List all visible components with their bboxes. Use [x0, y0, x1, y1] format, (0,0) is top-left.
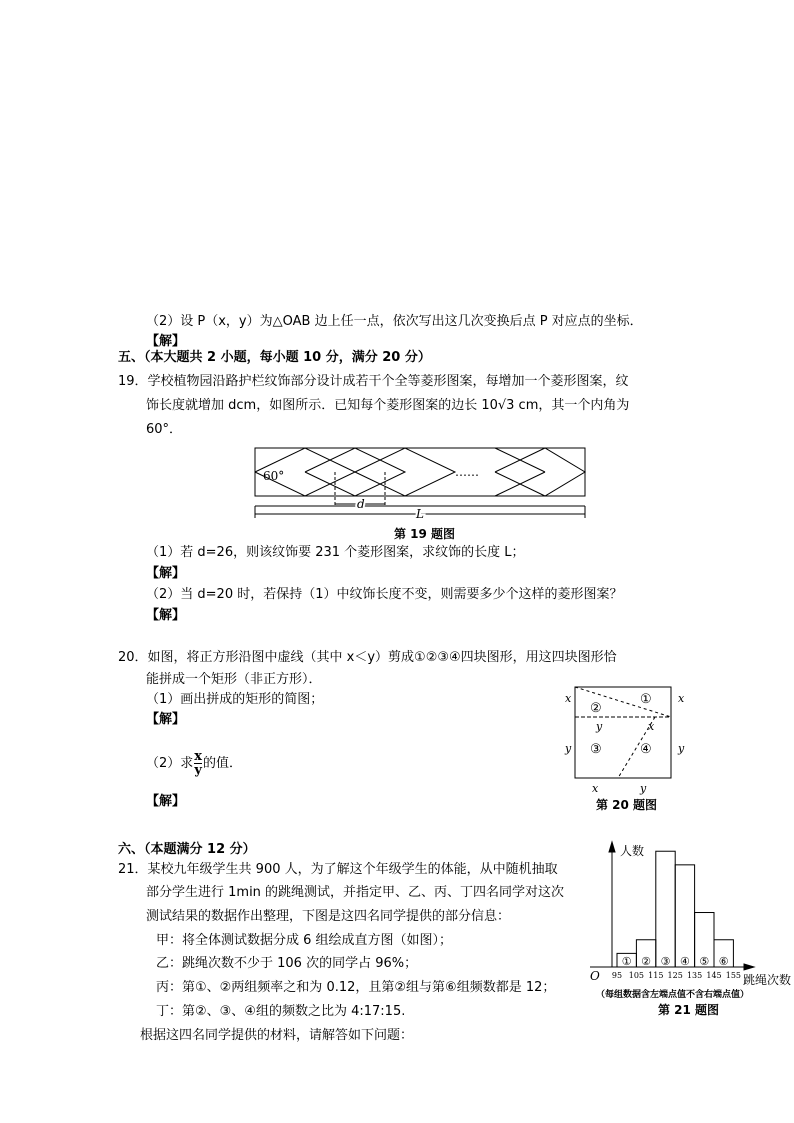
ellipsis-label: ……: [455, 465, 479, 479]
bar-group-label: ①: [621, 955, 632, 968]
origin-label: O: [590, 969, 600, 983]
figure-19-caption: 第 19 题图: [394, 527, 456, 541]
answer-label: 【解】: [146, 566, 186, 581]
bar-group-label: ④: [679, 955, 690, 968]
side-label-x: x: [592, 782, 599, 795]
fraction-denominator: y: [194, 763, 202, 778]
piece-4-label: ④: [640, 742, 652, 757]
answer-label: 【解】: [146, 334, 186, 349]
piece-2-label: ②: [590, 701, 602, 716]
side-label-y: y: [565, 742, 572, 755]
q21-line3: 测试结果的数据作出整理，下图是这四名同学提供的部分信息：: [146, 909, 511, 924]
histogram-bar: [675, 865, 694, 967]
side-label-y: y: [640, 782, 647, 795]
x-tick-label: 115: [648, 971, 664, 980]
q21-yi: 乙：跳绳次数不少于 106 次的同学占 96%；: [156, 956, 418, 971]
q19-line2: 饰长度就增加 dcm，如图所示．已知每个菱形图案的边长 10√3 cm，其一个内角为: [146, 398, 630, 413]
bar-group-label: ③: [660, 955, 671, 968]
x-tick-label: 155: [725, 971, 742, 980]
side-label-x: x: [678, 692, 685, 705]
q19-part1: （1）若 d=26，则该纹饰要 231 个菱形图案，求纹饰的长度 L；: [146, 545, 525, 560]
q21-closing: 根据这四名同学提供的材料，请解答如下问题：: [140, 1028, 414, 1043]
x-tick-label: 145: [706, 971, 722, 980]
answer-label: 【解】: [146, 608, 186, 623]
x-tick-label: 95: [611, 971, 623, 980]
bar-group-label: ⑤: [699, 955, 710, 968]
q19-line1: 19．学校植物园沿路护栏纹饰部分设计成若干个全等菱形图案，每增加一个菱形图案，纹: [118, 374, 629, 389]
q20-line1: 20．如图，将正方形沿图中虚线（其中 x＜y）剪成①②③④四块图形，用这四块图形恰: [118, 650, 617, 665]
section5-heading: 五、（本大题共 2 小题，每小题 10 分，满分 20 分）: [118, 350, 431, 365]
x-tick-label: 105: [628, 971, 645, 980]
q21-line1: 21．某校九年级学生共 900 人，为了解这个年级学生的体能，从中随机抽取: [118, 862, 558, 877]
d-label: d: [357, 497, 365, 511]
y-axis-label: 人数: [620, 844, 645, 858]
q21-line2: 部分学生进行 1min 的跳绳测试，并指定甲、乙、丙、丁四名同学对这次: [146, 885, 565, 900]
bar-group-label: ②: [641, 955, 652, 968]
q21-ding: 丁：第②、③、④组的频数之比为 4:17:15.: [156, 1004, 406, 1019]
x-axis-label: 跳绳次数: [743, 973, 792, 987]
histogram-bar: [656, 851, 675, 967]
q18-part2: （2）设 P（x，y）为△OAB 边上任一点，依次写出这几次变换后点 P 对应点的坐标．: [146, 314, 643, 329]
q20-line2: 能拼成一个矩形（非正方形）．: [146, 672, 322, 687]
q19-part2: （2）当 d=20 时，若保持（1）中纹饰长度不变，则需要多少个这样的菱形图案？: [146, 587, 623, 602]
piece-3-label: ③: [590, 742, 602, 757]
figure-20-caption: 第 20 题图: [596, 798, 658, 812]
answer-label: 【解】: [146, 794, 186, 809]
x-tick-label: 135: [686, 971, 703, 980]
section6-heading: 六、（本题满分 12 分）: [118, 842, 256, 857]
side-label-x: x: [648, 720, 655, 733]
answer-label: 【解】: [146, 712, 186, 727]
q19-line3: 60°．: [146, 422, 183, 437]
side-label-y: y: [596, 720, 603, 733]
L-label: L: [416, 507, 424, 521]
histogram-note: （每组数据含左端点值不含右端点值）: [596, 990, 750, 1000]
q21-jia: 甲：将全体测试数据分成 6 组绘成直方图（如图）；: [156, 933, 453, 948]
bar-group-label: ⑥: [718, 955, 729, 968]
piece-1-label: ①: [640, 692, 652, 707]
q20-part2: （2）求 $\frac{x}{y}$ 的值．: [146, 749, 243, 778]
figure-21-caption: 第 21 题图: [658, 1003, 720, 1017]
angle-label: 60°: [263, 469, 285, 483]
side-label-x: x: [565, 692, 572, 705]
side-label-y: y: [678, 742, 685, 755]
fraction-numerator: x: [194, 749, 203, 764]
q21-bing: 丙：第①、②两组频率之和为 0.12，且第②组与第⑥组频数都是 12；: [156, 980, 556, 995]
q20-part1: （1）画出拼成的矩形的简图；: [146, 692, 324, 707]
x-tick-label: 125: [667, 971, 683, 980]
